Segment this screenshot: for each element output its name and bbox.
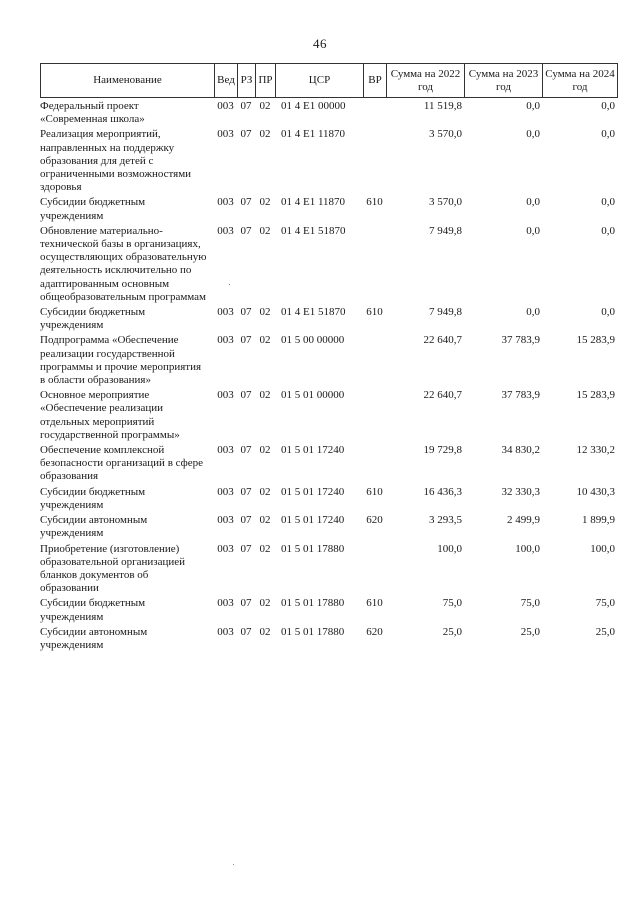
row-ved: 003 <box>217 389 234 402</box>
row-rz: 07 <box>240 485 252 498</box>
row-csr: 01 5 01 17880 <box>281 542 345 555</box>
row-sum-2023: 37 783,9 <box>501 389 540 402</box>
row-sum-2023: 0,0 <box>526 196 540 209</box>
header-name: Наименование <box>41 64 215 98</box>
row-sum-2023: 75,0 <box>520 597 540 610</box>
row-sum-2023: 2 499,9 <box>507 514 540 527</box>
row-vr <box>363 444 386 484</box>
row-sum-2024: 15 283,9 <box>576 389 615 402</box>
table-row <box>40 543 617 596</box>
row-csr: 01 5 01 00000 <box>281 389 345 402</box>
row-name: Субсидии автономным учреждениям <box>40 625 148 651</box>
row-vr <box>363 225 386 304</box>
header-sum-2022: Сумма на 2022 год <box>387 64 465 98</box>
row-sum-2023: 25,0 <box>520 625 540 638</box>
row-pr: 02 <box>259 389 271 402</box>
row-vr <box>363 128 386 194</box>
row-sum-2022: 22 640,7 <box>423 334 462 347</box>
row-ved: 003 <box>217 444 234 457</box>
table-row <box>40 306 617 332</box>
row-csr: 01 4 E1 11870 <box>281 196 346 209</box>
table-row <box>40 597 617 623</box>
row-pr: 02 <box>259 485 271 498</box>
row-pr: 02 <box>259 224 271 237</box>
row-sum-2023: 0,0 <box>526 306 540 319</box>
row-sum-2024: 1 899,9 <box>582 514 615 527</box>
scan-speck <box>229 284 230 285</box>
row-rz: 07 <box>240 128 252 141</box>
row-ved: 003 <box>217 100 234 112</box>
row-pr: 02 <box>259 100 271 112</box>
row-sum-2022: 3 570,0 <box>429 128 462 141</box>
row-csr: 01 5 01 17240 <box>281 485 345 498</box>
row-sum-2023: 0,0 <box>526 128 540 141</box>
row-sum-2024: 0,0 <box>601 196 615 209</box>
row-sum-2022: 100,0 <box>437 542 462 555</box>
row-rz: 07 <box>240 100 252 112</box>
row-pr: 02 <box>259 542 271 555</box>
row-csr: 01 4 E1 51870 <box>281 306 346 319</box>
row-vr <box>363 389 386 442</box>
row-sum-2022: 11 519,8 <box>423 100 462 112</box>
row-sum-2024: 75,0 <box>595 597 615 610</box>
row-sum-2024: 25,0 <box>595 625 615 638</box>
table-row <box>40 444 617 484</box>
row-csr: 01 4 E1 51870 <box>281 224 346 237</box>
row-vr: 620 <box>366 514 383 527</box>
row-rz: 07 <box>240 224 252 237</box>
row-ved: 003 <box>217 485 234 498</box>
row-rz: 07 <box>240 196 252 209</box>
row-pr: 02 <box>259 444 271 457</box>
row-sum-2024: 100,0 <box>590 542 615 555</box>
row-name: Приобретение (изготовление) образовательной организацией бланков документов об образовании <box>40 542 186 595</box>
row-sum-2022: 75,0 <box>442 597 462 610</box>
row-name: Реализация мероприятий, направленных на поддержку образования для детей с ограниченными возможностями здоровья <box>40 128 192 194</box>
scan-speck <box>233 864 234 865</box>
row-name: Субсидии бюджетным учреждениям <box>40 485 146 511</box>
table-body <box>40 100 617 652</box>
row-rz: 07 <box>240 542 252 555</box>
row-sum-2023: 32 330,3 <box>501 485 540 498</box>
row-pr: 02 <box>259 597 271 610</box>
row-sum-2022: 25,0 <box>442 625 462 638</box>
row-csr: 01 4 E1 00000 <box>281 100 346 112</box>
row-ved: 003 <box>217 196 234 209</box>
row-pr: 02 <box>259 625 271 638</box>
row-vr: 610 <box>366 485 383 498</box>
row-name: Обеспечение комплексной безопасности организаций в сфере образования <box>40 444 204 483</box>
header-sum-2023: Сумма на 2023 год <box>465 64 543 98</box>
row-vr: 610 <box>366 196 383 209</box>
row-sum-2022: 3 570,0 <box>429 196 462 209</box>
table-row <box>40 225 617 304</box>
row-pr: 02 <box>259 514 271 527</box>
row-name: Субсидии бюджетным учреждениям <box>40 306 146 332</box>
table-row <box>40 389 617 442</box>
row-sum-2023: 37 783,9 <box>501 334 540 347</box>
row-name: Федеральный проект «Современная школа» <box>40 100 145 126</box>
table-row <box>40 100 617 126</box>
row-ved: 003 <box>217 542 234 555</box>
row-vr <box>363 543 386 596</box>
row-csr: 01 5 01 17880 <box>281 597 345 610</box>
row-ved: 003 <box>217 597 234 610</box>
row-csr: 01 5 01 17240 <box>281 514 345 527</box>
header-sum-2024: Сумма на 2024 год <box>543 64 618 98</box>
row-ved: 003 <box>217 334 234 347</box>
row-sum-2022: 3 293,5 <box>429 514 462 527</box>
header-ved: Вед <box>215 64 238 98</box>
row-vr: 610 <box>366 597 383 610</box>
table-row <box>40 514 617 540</box>
row-rz: 07 <box>240 625 252 638</box>
table-row <box>40 486 617 512</box>
row-sum-2024: 0,0 <box>601 128 615 141</box>
row-sum-2022: 7 949,8 <box>429 224 462 237</box>
row-rz: 07 <box>240 444 252 457</box>
row-pr: 02 <box>259 334 271 347</box>
row-name: Подпрограмма «Обеспечение реализации государственной программы и прочие мероприятия в области образования» <box>40 334 202 387</box>
table-row <box>40 334 617 387</box>
row-csr: 01 5 01 17240 <box>281 444 345 457</box>
row-ved: 003 <box>217 306 234 319</box>
budget-table <box>40 100 617 652</box>
header-pr: ПР <box>256 64 276 98</box>
row-pr: 02 <box>259 196 271 209</box>
row-ved: 003 <box>217 128 234 141</box>
row-name: Обновление материально-технической базы в организациях, осуществляющих образовательную деятельность исключительно по адаптированным основным общеобразовательным программам <box>40 224 207 303</box>
row-sum-2023: 34 830,2 <box>501 444 540 457</box>
row-vr: 610 <box>366 306 383 319</box>
row-rz: 07 <box>240 597 252 610</box>
row-ved: 003 <box>217 224 234 237</box>
row-sum-2024: 0,0 <box>601 100 615 112</box>
header-rz: РЗ <box>238 64 256 98</box>
row-pr: 02 <box>259 128 271 141</box>
table-row <box>40 128 617 194</box>
row-vr: 620 <box>366 625 383 638</box>
row-pr: 02 <box>259 306 271 319</box>
page-number: 46 <box>313 36 327 51</box>
row-sum-2024: 15 283,9 <box>576 334 615 347</box>
row-sum-2022: 16 436,3 <box>423 485 462 498</box>
row-name: Субсидии бюджетным учреждениям <box>40 597 146 623</box>
row-name: Основное мероприятие «Обеспечение реализации отдельных мероприятий государственной программы» <box>40 389 180 441</box>
row-sum-2024: 12 330,2 <box>576 444 615 457</box>
row-vr <box>363 334 386 387</box>
row-csr: 01 4 E1 11870 <box>281 128 346 141</box>
row-sum-2023: 0,0 <box>526 224 540 237</box>
row-sum-2023: 100,0 <box>515 542 540 555</box>
row-sum-2024: 0,0 <box>601 224 615 237</box>
row-name: Субсидии автономным учреждениям <box>40 514 148 540</box>
table-header <box>40 63 618 98</box>
row-rz: 07 <box>240 306 252 319</box>
row-sum-2022: 19 729,8 <box>423 444 462 457</box>
row-vr <box>363 100 386 126</box>
row-rz: 07 <box>240 334 252 347</box>
header-vr: ВР <box>364 64 387 98</box>
row-sum-2024: 10 430,3 <box>576 485 615 498</box>
table-row <box>40 196 617 222</box>
table-row <box>40 626 617 652</box>
row-sum-2022: 7 949,8 <box>429 306 462 319</box>
row-name: Субсидии бюджетным учреждениям <box>40 196 146 222</box>
row-rz: 07 <box>240 514 252 527</box>
row-csr: 01 5 01 17880 <box>281 625 345 638</box>
row-rz: 07 <box>240 389 252 402</box>
row-ved: 003 <box>217 625 234 638</box>
row-sum-2024: 0,0 <box>601 306 615 319</box>
header-csr: ЦСР <box>276 64 364 98</box>
row-sum-2022: 22 640,7 <box>423 389 462 402</box>
row-ved: 003 <box>217 514 234 527</box>
row-csr: 01 5 00 00000 <box>281 334 345 347</box>
row-sum-2023: 0,0 <box>526 100 540 112</box>
